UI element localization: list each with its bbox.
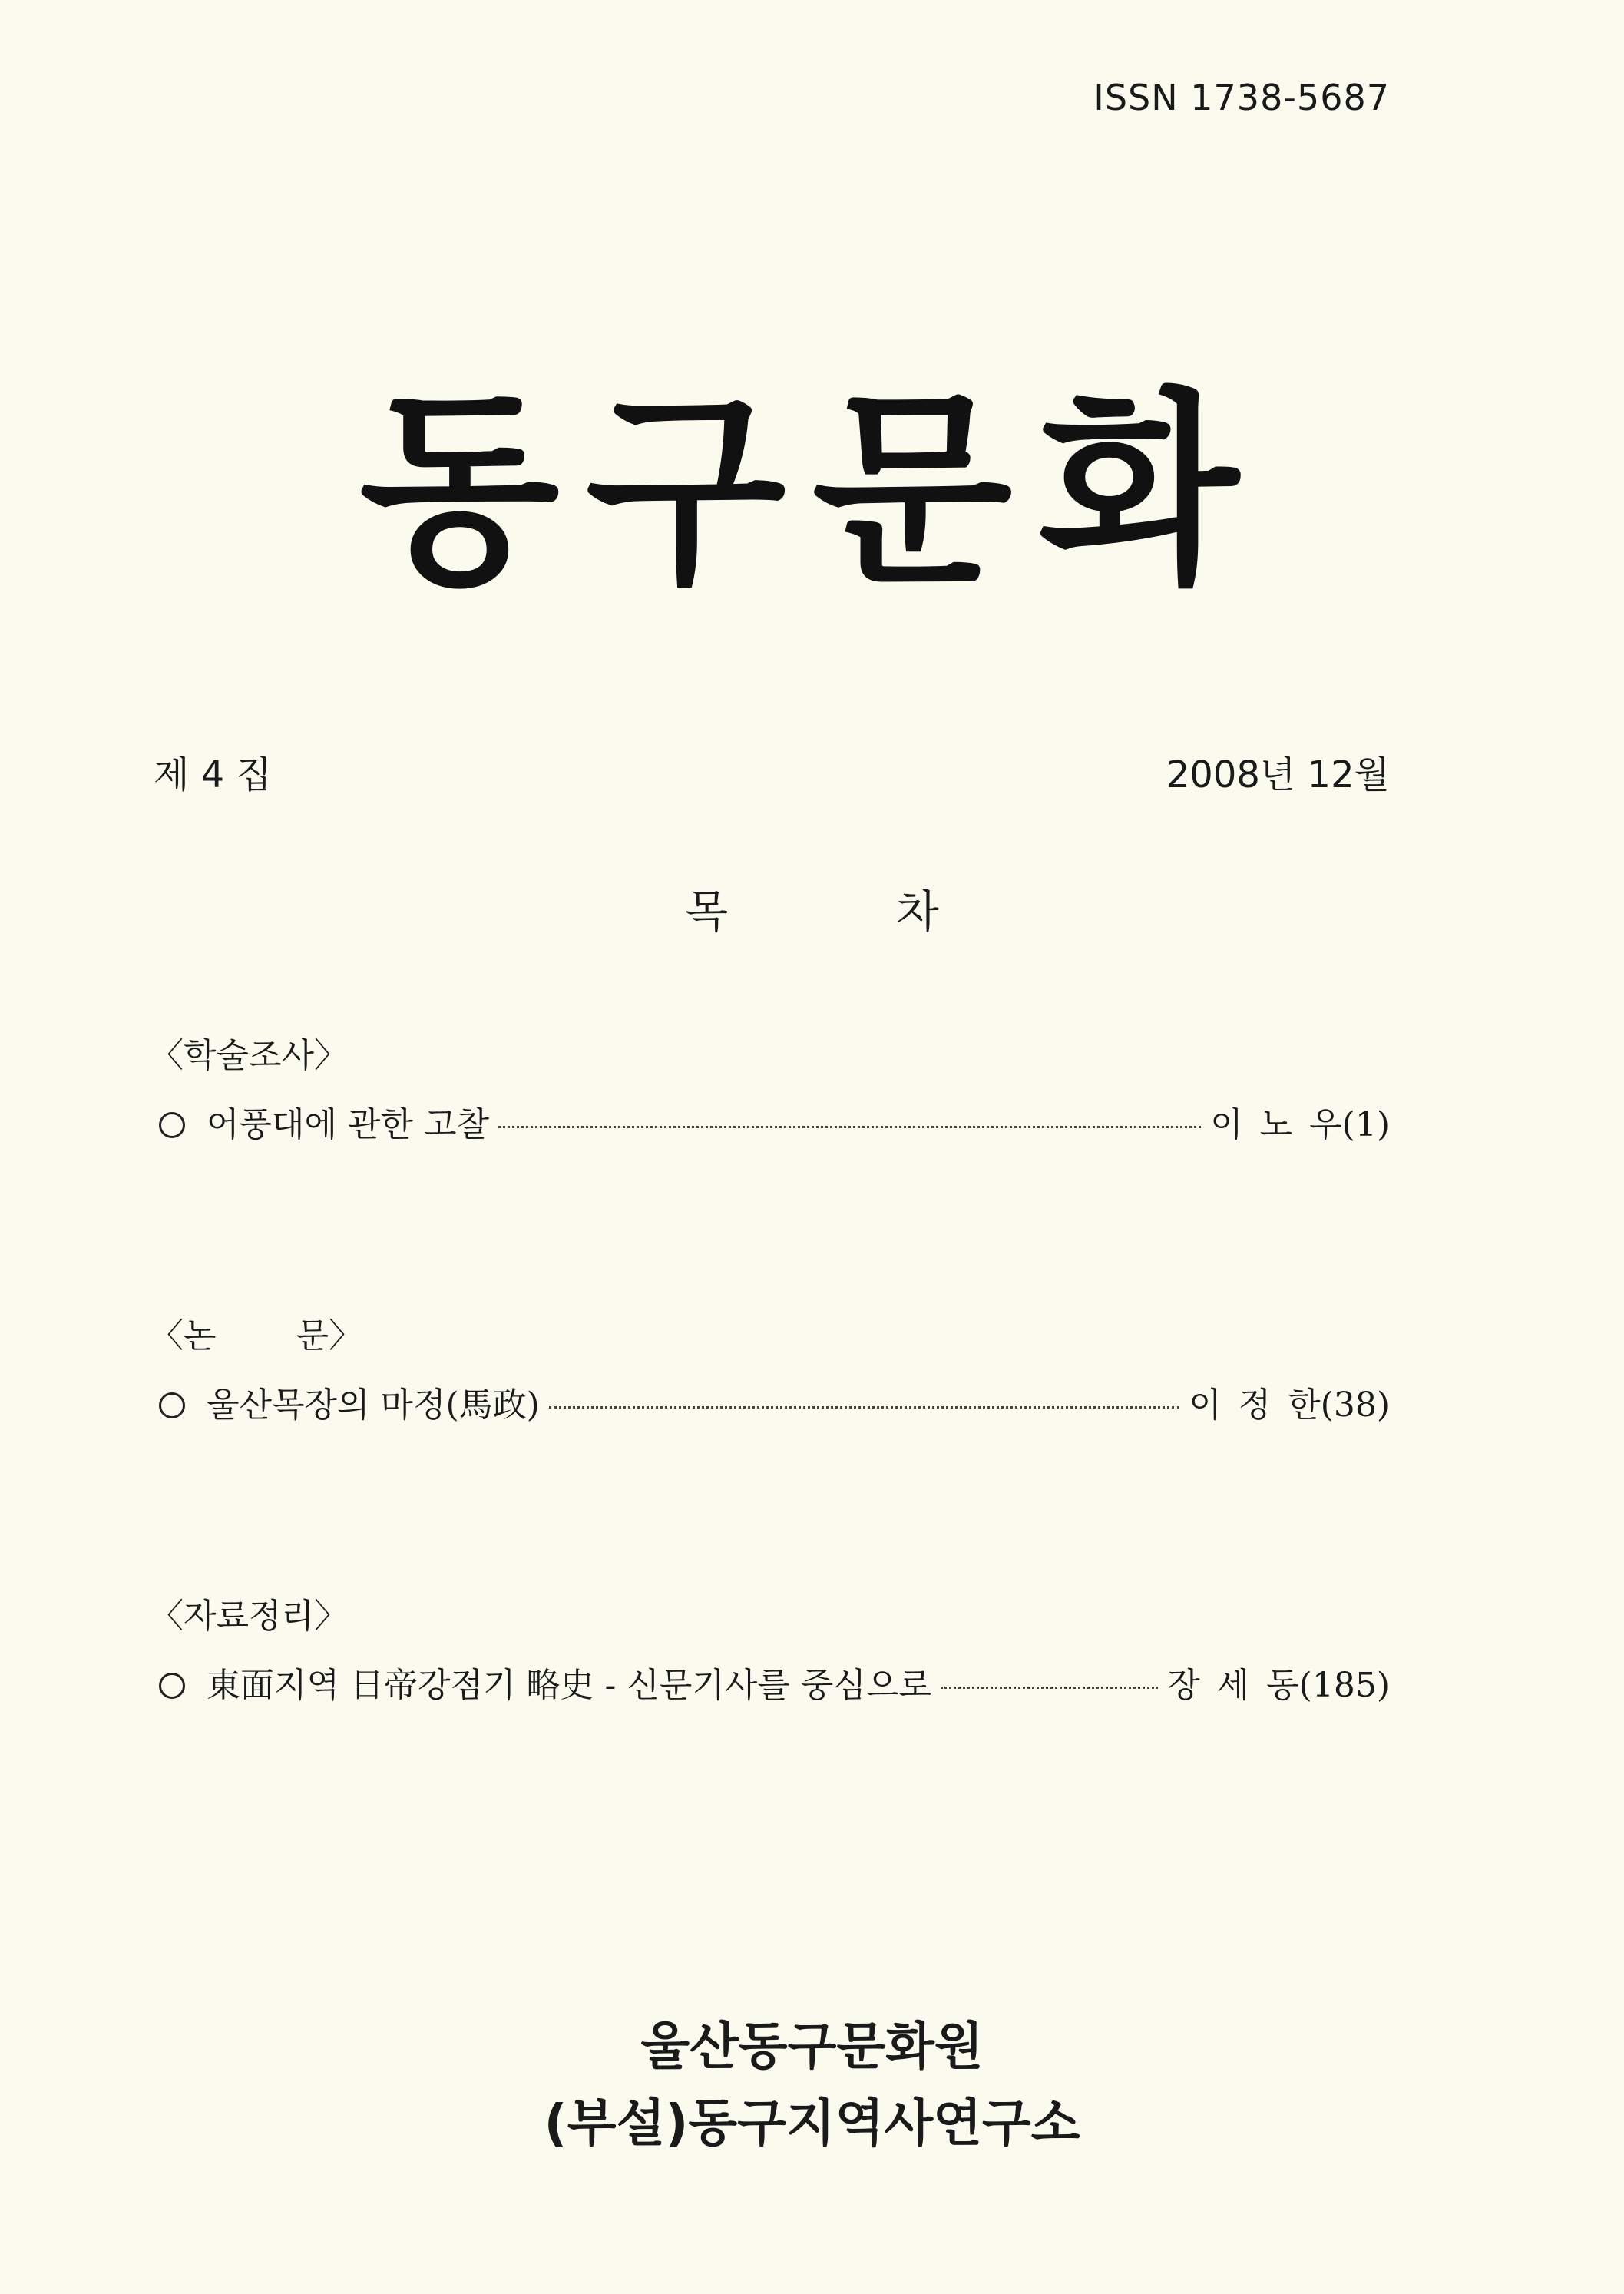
- entry-title: 울산목장의 마정(馬政): [207, 1385, 540, 1425]
- publisher-institute: (부설)동구지역사연구소: [544, 2094, 1080, 2153]
- entry-author: 장 세 동: [1167, 1666, 1299, 1705]
- dot-leader: [549, 1406, 1179, 1409]
- toc-section-research: [150, 1029, 1390, 1152]
- entry-page: (185): [1298, 1666, 1390, 1705]
- entry-title: 어풍대에 관한 고찰: [207, 1105, 490, 1144]
- circle-bullet-icon: [159, 1112, 185, 1138]
- journal-title: 동구문화: [359, 370, 1265, 612]
- section-label: 〈논 문〉: [150, 1316, 362, 1356]
- entry-title: 東面지역 日帝강점기 略史 - 신문기사를 중심으로: [207, 1666, 931, 1705]
- entry-author: 이 노 우: [1210, 1105, 1342, 1144]
- entry-page: (1): [1341, 1105, 1390, 1144]
- circle-bullet-icon: [159, 1392, 185, 1418]
- section-label: 〈자료정리〉: [150, 1597, 349, 1636]
- issue-number: 제 4 집: [154, 753, 272, 796]
- dot-leader: [498, 1126, 1201, 1128]
- toc-entry: [150, 1379, 1390, 1432]
- dot-leader: [941, 1687, 1158, 1689]
- toc-entry: [150, 1659, 1390, 1713]
- toc-section-materials: [150, 1590, 1390, 1713]
- section-label: 〈학술조사〉: [150, 1036, 349, 1075]
- toc-section-papers: [150, 1309, 1390, 1432]
- publisher-name: 울산동구문화원: [640, 2017, 984, 2076]
- issue-date: 2008년 12월: [1166, 753, 1390, 796]
- toc-entry: [150, 1098, 1390, 1152]
- entry-author: 이 정 한: [1189, 1385, 1321, 1425]
- issn: ISSN 1738-5687: [1093, 77, 1390, 118]
- circle-bullet-icon: [159, 1673, 185, 1699]
- entry-page: (38): [1320, 1385, 1390, 1425]
- publisher-block: [0, 2008, 1624, 2162]
- toc-heading: 목 차: [685, 885, 939, 938]
